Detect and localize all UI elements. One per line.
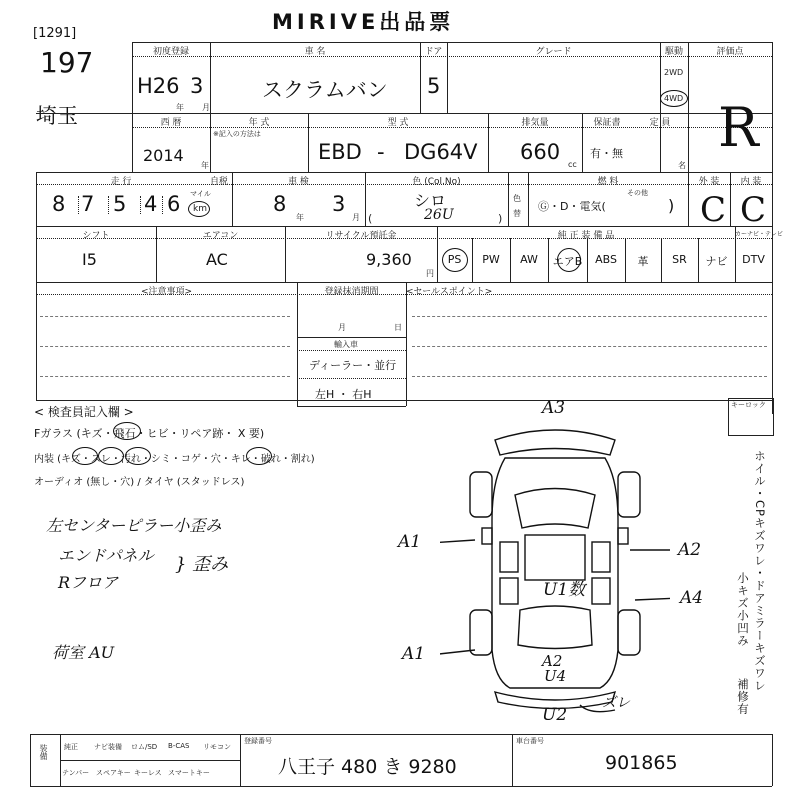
front-bumper (495, 430, 615, 455)
rating-value: R (718, 96, 759, 159)
mileage-digit: 4 (144, 192, 158, 216)
header-doors: ドア (424, 47, 443, 57)
header-recycle: リサイクル預託金 (325, 231, 397, 241)
displacement-unit: cc (568, 160, 577, 169)
header-color: 色 (Col.No) (412, 177, 461, 187)
equipment-airbag: エアB (552, 255, 583, 268)
import-car: 輸入車 (334, 340, 358, 349)
insp-year-unit: 年 (296, 213, 304, 222)
leader-a1-bot (440, 650, 475, 655)
handle: 左H ・ 右H (315, 388, 372, 401)
damage-mark-zure: ズレ (602, 695, 630, 711)
header-drive: 駆動 (664, 47, 683, 57)
damage-mark-a1-top: A1 (398, 532, 422, 552)
warranty: 有・無 (590, 147, 623, 160)
header-mileage: 走 行 (110, 177, 132, 187)
footer-opt: スペアキー (96, 769, 131, 777)
footer-div (512, 734, 513, 786)
col-div (406, 282, 407, 406)
header-transfer: 登録抹消期間 (324, 287, 379, 297)
col-div (508, 172, 509, 226)
header-inspection: 車 検 (288, 177, 309, 187)
interior-circle-4 (246, 447, 272, 465)
shift-value: I5 (82, 250, 97, 269)
insp-month: 3 (332, 192, 346, 216)
right-column-text: ホイル・CPキズワレ・ドアミラーキズワレ (753, 450, 767, 692)
windshield (515, 489, 595, 529)
header-interior: 内 装 (740, 177, 762, 187)
recycle-value: 9,360 (366, 250, 412, 269)
mileage-digit: 5 (113, 192, 127, 216)
equipment-aw: AW (520, 253, 538, 266)
row-line-5 (36, 282, 772, 283)
footer-chassis-label: 車台番号 (516, 737, 544, 745)
aircon-value: AC (206, 250, 228, 269)
note-line-4: 荷室 AU (52, 643, 115, 662)
key-lock-label: キーロック (731, 401, 766, 409)
digit-sep (162, 196, 163, 214)
glass-circle (113, 422, 141, 440)
right-column-text-3: 補修有 (736, 678, 750, 716)
year-unit: 年 (201, 161, 209, 170)
transfer-day: 日 (394, 323, 402, 332)
car-name: スクラムバン (262, 78, 388, 102)
equipment-pw: PW (482, 253, 500, 266)
inspector-line-audio: オーディオ (無し・穴) / タイヤ (スタッドレス) (34, 477, 245, 488)
lot-code: [1291] (33, 26, 77, 41)
sales-line (412, 316, 767, 317)
wheel-fl (470, 472, 492, 517)
header-capacity: 定 員 (649, 118, 671, 128)
insp-month-unit: 月 (352, 213, 360, 222)
row-line-1 (132, 42, 772, 43)
year-ad: 2014 (143, 146, 184, 165)
interior-circle-1 (72, 447, 98, 465)
first-reg-month-unit: 月 (202, 103, 210, 112)
interior-circle-3 (125, 447, 151, 465)
model-prefix: EBD (318, 140, 362, 164)
frame-right (772, 42, 773, 414)
col-div (297, 282, 298, 406)
capacity-unit: 名 (678, 161, 686, 170)
mirror-left (482, 528, 492, 544)
header-exterior: 外 装 (698, 177, 720, 187)
form-title: MIRIVE出品票 (272, 10, 455, 34)
wheel-fr (618, 472, 640, 517)
color-paren-open: ( (368, 212, 373, 225)
footer-opt: ナビ装備 (94, 743, 122, 751)
footer-equip-label: 装備 (39, 744, 48, 760)
leader-a1-top (440, 540, 475, 543)
note-line-2: エンドパネル (58, 546, 154, 565)
first-reg-month: 3 (190, 74, 204, 98)
col-div (688, 42, 689, 172)
footer-top-line (30, 734, 772, 735)
mirror-right (618, 528, 628, 544)
header-shift: シフト (82, 231, 110, 241)
footer-reg-label: 登録番号 (244, 737, 272, 745)
wheel-rr (618, 610, 640, 655)
sales-line (412, 376, 767, 377)
footer-opt: ロム/SD (131, 743, 158, 751)
recycle-unit: 円 (426, 269, 434, 278)
inspector-line-glass: Fガラス (キズ・飛石・ヒビ・リペア跡・ X 要) (34, 427, 265, 440)
damage-mark-a2-rear: A2 (542, 652, 563, 670)
equipment-leather: 革 (637, 255, 649, 268)
inspector-line-interior: 内装 (キズ・スレ・汚れ・シミ・コゲ・穴・キレ・破れ・割れ) (34, 454, 315, 465)
inspector-header: < 検査員記入欄 > (34, 405, 134, 419)
damage-mark-u4: U4 (544, 667, 567, 685)
row-line-2 (36, 113, 772, 114)
footer-right (772, 734, 773, 786)
model-dash: - (377, 140, 385, 164)
header-navi-tv: カーナビ・テレビ (735, 231, 783, 238)
first-reg-era: H26 (137, 74, 180, 98)
doors: 5 (427, 74, 441, 98)
footer-opt: スマートキー (168, 769, 210, 777)
row-line (297, 337, 406, 338)
header-tax: 自税 (209, 177, 228, 187)
fuel-other: その他 (627, 189, 648, 197)
digit-sep (78, 196, 79, 214)
col-div (210, 42, 211, 172)
header-rating: 評価点 (716, 47, 744, 57)
digit-sep (108, 196, 109, 214)
equipment-ps: PS (447, 253, 462, 266)
footer-opt: テンパー (62, 769, 90, 777)
row-line-6 (36, 400, 772, 401)
row-line (297, 406, 406, 407)
digit-sep (140, 196, 141, 214)
row-line-3 (36, 172, 772, 173)
header-year-ad: 西 暦 (160, 118, 182, 128)
fuel-close: ) (668, 196, 675, 215)
import-note: ※記入の方法は (213, 130, 261, 138)
model-code: DG64V (404, 140, 478, 164)
region: 埼玉 (36, 104, 78, 128)
frame-left-top (132, 42, 133, 172)
col-div (660, 42, 661, 172)
header-warranty: 保証書 (593, 118, 621, 128)
door-left (500, 542, 518, 572)
note-line-3: Rフロア (58, 573, 119, 592)
header-caution: <注意事項> (140, 287, 193, 297)
transfer-month: 月 (338, 323, 346, 332)
row-line-4 (36, 226, 772, 227)
interior-grade: C (740, 190, 767, 230)
color-paren-close: ) (498, 212, 503, 225)
footer-opt: キーレス (134, 769, 162, 777)
mileage-unit: km (193, 204, 207, 214)
right-column-text-2: 小キズ小凹み (736, 572, 750, 647)
damage-mark-a2: A2 (678, 540, 702, 560)
color-swap-bottom: 替 (513, 209, 521, 218)
color-swap-top: 色 (513, 194, 521, 203)
color-code: 26U (424, 207, 454, 223)
damage-mark-a3: A3 (542, 398, 566, 418)
wheel-rl (470, 610, 492, 655)
dealer: ディーラー・並行 (309, 359, 397, 372)
door-right (592, 542, 610, 572)
footer-div (240, 734, 241, 786)
drive-4wd: 4WD (664, 94, 684, 103)
leader-a4 (635, 598, 670, 600)
equipment-sr: SR (672, 253, 687, 266)
header-fuel: 燃 料 (597, 177, 619, 187)
footer-div (60, 734, 61, 786)
sales-line (412, 346, 767, 347)
mileage-digit: 8 (52, 192, 66, 216)
mileage-digit: 7 (81, 192, 95, 216)
header-equipment: 純 正 装 備 品 (557, 231, 615, 241)
equipment-dtv: DTV (742, 253, 765, 266)
header-model: 型 式 (387, 118, 409, 128)
footer-left (30, 734, 31, 786)
footer-opt: リモコン (203, 743, 231, 751)
door-right-2 (592, 578, 610, 604)
damage-mark-u2: U2 (542, 705, 568, 725)
header-model-year: 年 式 (248, 118, 270, 128)
color: シロ (414, 191, 447, 210)
caution-line (40, 346, 290, 347)
caution-line (40, 316, 290, 317)
row-line (297, 350, 406, 351)
header-first-reg: 初度登録 (152, 47, 189, 57)
rear-window (518, 606, 592, 649)
interior-circle-2 (98, 447, 124, 465)
drive-4wd-circle (660, 90, 688, 107)
insp-year: 8 (273, 192, 287, 216)
equipment-navi: ナビ (705, 255, 728, 268)
header-displacement: 排気量 (521, 118, 549, 128)
caution-line (40, 376, 290, 377)
mileage-unit-top: マイル (190, 190, 211, 198)
damage-mark-a4: A4 (680, 588, 704, 608)
mileage-unit-circle (188, 201, 210, 217)
reg-number: 八王子 480 き 9280 (278, 756, 457, 778)
header-grade: グレード (535, 47, 572, 57)
chassis-number: 901865 (605, 752, 678, 774)
footer-mid-line (60, 760, 240, 761)
damage-mark-u1: U1数 (543, 580, 586, 600)
equipment-airbag-circle (557, 248, 581, 272)
first-reg-year-unit: 年 (176, 103, 184, 112)
fuel-options: Ⓖ・D・電気( (538, 200, 606, 213)
note-brace: } 歪み (175, 554, 229, 575)
equipment-abs: ABS (595, 253, 617, 266)
header-sales-point: <セールスポイント> (406, 287, 493, 297)
displacement: 660 (520, 140, 561, 164)
footer-bottom-line (30, 786, 772, 787)
mileage-digit: 6 (167, 192, 181, 216)
header-aircon: エアコン (202, 231, 239, 241)
drive-2wd: 2WD (664, 68, 684, 77)
row-line (297, 378, 406, 379)
equipment-ps-circle (442, 248, 468, 272)
footer-opt: 純正 (64, 743, 78, 751)
header-car-name: 車 名 (304, 47, 326, 57)
door-left-2 (500, 578, 518, 604)
lot-number: 197 (40, 46, 94, 79)
exterior-grade: C (700, 190, 727, 230)
footer-opt: B-CAS (168, 742, 190, 750)
note-line-1: 左センターピラー小歪み (46, 516, 222, 535)
roof (525, 535, 585, 580)
damage-mark-a1-bottom: A1 (402, 644, 426, 664)
